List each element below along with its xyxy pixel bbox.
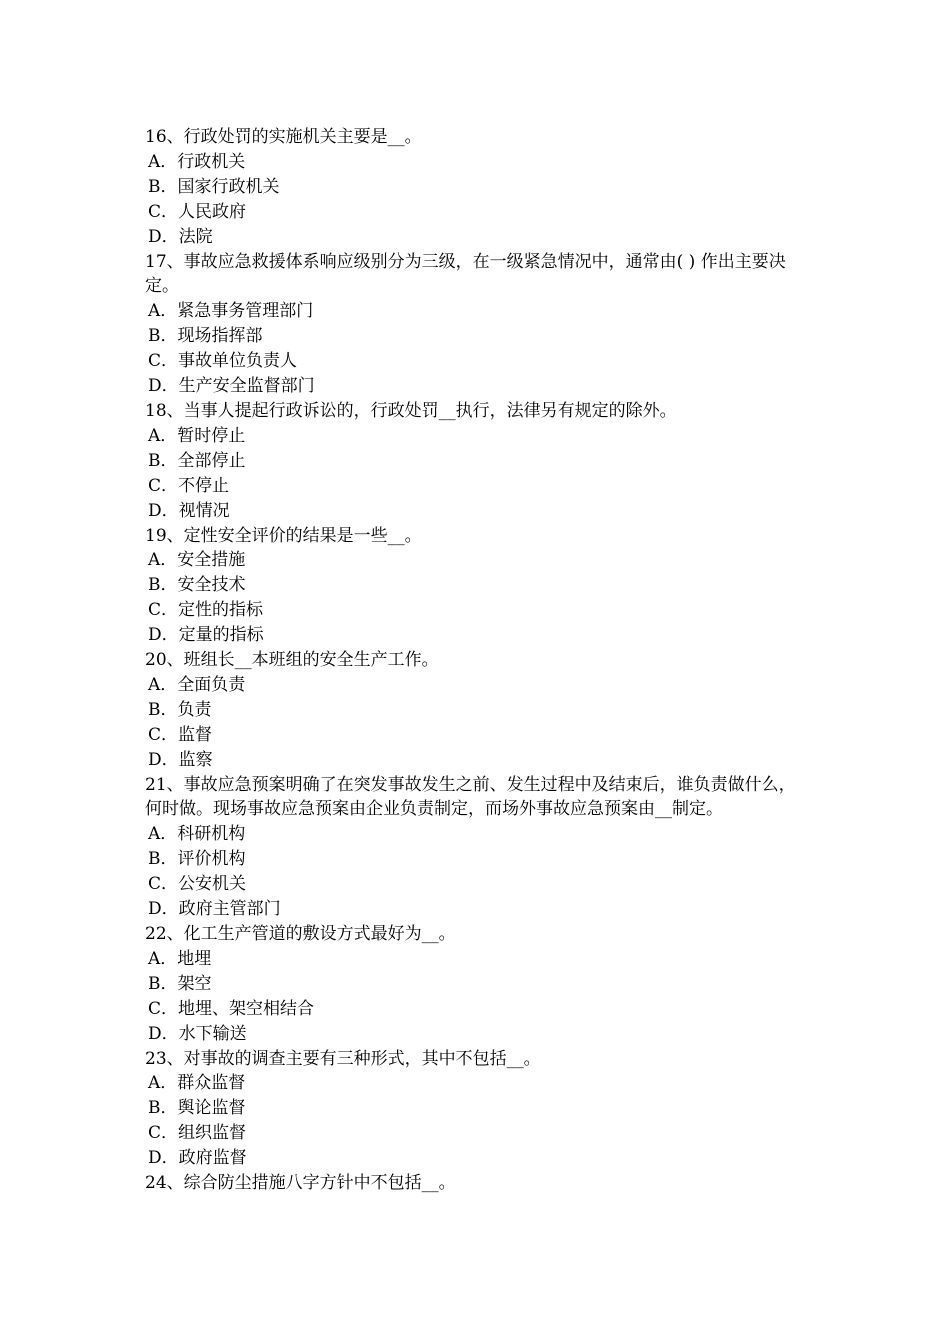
question-21: 21、事故应急预案明确了在突发事故发生之前、发生过程中及结束后，谁负责做什么，何时做。现场事故应急预案由企业负责制定，而场外事故应急预案由__制定。: [145, 774, 796, 820]
option-20-b: B．负责: [148, 699, 212, 720]
option-16-c: C．人民政府: [148, 201, 247, 222]
option-19-d: D．定量的指标: [148, 625, 264, 646]
question-16: 16、行政处罚的实施机关主要是__。: [145, 127, 422, 147]
option-21-a: A．科研机构: [148, 824, 246, 845]
document-page: [145, 125, 810, 1196]
option-17-d: D．生产安全监督部门: [148, 376, 315, 397]
question-19: 19、定性安全评价的结果是一些__。: [145, 525, 422, 546]
option-22-c: C．地埋、架空相结合: [148, 998, 315, 1019]
question-18: 18、当事人提起行政诉讼的，行政处罚__执行，法律另有规定的除外。: [145, 400, 677, 421]
option-17-c: C．事故单位负责人: [148, 351, 298, 372]
option-18-a: A．暂时停止: [148, 425, 246, 446]
option-19-b: B．安全技术: [148, 575, 246, 596]
option-23-c: C．组织监督: [148, 1123, 247, 1144]
option-18-d: D．视情况: [148, 500, 230, 521]
option-16-d: D．法院: [148, 226, 213, 247]
question-17: 17、事故应急救援体系响应级别分为三级，在一级紧急情况中，通常由( ) 作出主要决定。: [145, 251, 786, 297]
option-20-d: D．监察: [148, 749, 213, 770]
question-24: 24、综合防尘措施八字方针中不包括__。: [145, 1173, 456, 1194]
question-20: 20、班组长__本班组的安全生产工作。: [145, 650, 439, 671]
question-22: 22、化工生产管道的敷设方式最好为__。: [145, 924, 456, 944]
option-16-b: B．国家行政机关: [148, 176, 280, 197]
option-23-d: D．政府监督: [148, 1148, 247, 1169]
option-19-a: A．安全措施: [148, 550, 246, 571]
option-20-a: A．全面负责: [148, 674, 246, 695]
option-22-a: A．地埋: [148, 948, 212, 969]
option-18-c: C．不停止: [148, 475, 230, 496]
option-17-b: B．现场指挥部: [148, 326, 263, 347]
option-17-a: A．紧急事务管理部门: [148, 301, 314, 322]
option-21-b: B．评价机构: [148, 849, 246, 870]
option-22-b: B．架空: [148, 973, 212, 994]
option-20-c: C．监督: [148, 724, 213, 745]
question-23: 23、对事故的调查主要有三种形式，其中不包括__。: [145, 1048, 541, 1069]
option-22-d: D．水下输送: [148, 1023, 247, 1044]
option-18-b: B．全部停止: [148, 450, 246, 471]
option-23-b: B．舆论监督: [148, 1098, 246, 1119]
option-21-d: D．政府主管部门: [148, 899, 281, 920]
option-21-c: C．公安机关: [148, 874, 247, 895]
option-16-a: A．行政机关: [148, 151, 246, 172]
option-19-c: C．定性的指标: [148, 600, 264, 621]
option-23-a: A．群众监督: [148, 1073, 246, 1094]
